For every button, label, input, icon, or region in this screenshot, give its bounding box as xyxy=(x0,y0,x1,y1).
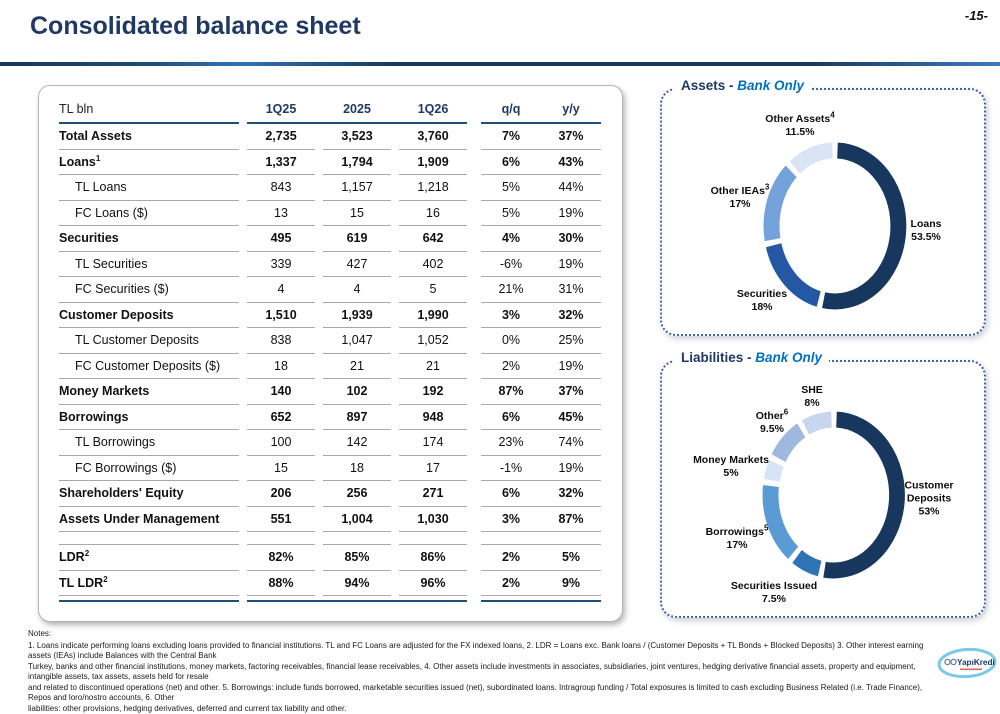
row-values xyxy=(247,252,467,278)
row-deltas xyxy=(481,481,601,507)
row-deltas xyxy=(481,252,601,278)
cell-delta: 2% xyxy=(481,571,541,596)
row-label: TL LDR$^2$ xyxy=(59,571,239,597)
cell-delta: -6% xyxy=(481,252,541,277)
cell-delta: 30% xyxy=(541,226,601,251)
row-deltas xyxy=(481,124,601,150)
table-row xyxy=(59,456,622,482)
row-label: FC Borrowings ($) xyxy=(59,456,239,482)
row-values xyxy=(247,124,467,150)
cell-value: 4 xyxy=(323,277,391,303)
row-label: FC Customer Deposits ($) xyxy=(59,354,239,380)
donut-label: Other Assets$^4$ 11.5% xyxy=(744,113,856,139)
cell-delta: 31% xyxy=(541,277,601,302)
cell-delta: 7% xyxy=(481,124,541,149)
footnote-line: and related to discontinued operations (net) and other. 5. Borrowings: include funds borrowed, marketable securities issued (net), subordinated loans. Intragroup funding / Total exposures is limited to cash excluding Business Related (i.e. Trade Finance), Repos and loro/nostro accounts, 6. Other xyxy=(28,683,933,704)
row-deltas xyxy=(481,226,601,252)
table-row xyxy=(59,124,622,150)
row-label: Customer Deposits xyxy=(59,303,239,329)
row-deltas xyxy=(481,303,601,329)
column-header: 1Q26 xyxy=(399,96,467,122)
row-label: LDR$^2$ xyxy=(59,545,239,571)
cell-delta: 37% xyxy=(541,124,601,149)
footnotes-heading: Notes: xyxy=(28,629,933,640)
row-values xyxy=(247,430,467,456)
cell-value: 102 xyxy=(323,379,391,405)
table-row xyxy=(59,226,622,252)
table-row xyxy=(59,507,622,533)
cell-value: 206 xyxy=(247,481,315,507)
table-row xyxy=(59,545,622,571)
table-row xyxy=(59,430,622,456)
row-values xyxy=(247,405,467,431)
row-values xyxy=(247,303,467,329)
cell-value: 1,794 xyxy=(323,150,391,176)
row-label: TL Securities xyxy=(59,252,239,278)
cell-value: 1,218 xyxy=(399,175,467,201)
liabilities-title: Liabilities - xyxy=(681,350,752,365)
cell-value: 21 xyxy=(399,354,467,380)
cell-delta: 32% xyxy=(541,303,601,328)
row-values xyxy=(247,379,467,405)
assets-panel xyxy=(660,88,986,336)
cell-value: 1,909 xyxy=(399,150,467,176)
table-bottom-rule xyxy=(59,596,622,602)
footnotes-lines xyxy=(28,641,933,714)
table-row xyxy=(59,277,622,303)
row-label: Borrowings xyxy=(59,405,239,431)
row-values xyxy=(247,456,467,482)
logo-tagline xyxy=(960,669,982,671)
row-label: Loans$^1$ xyxy=(59,150,239,176)
cell-delta: 25% xyxy=(541,328,601,353)
table-row xyxy=(59,252,622,278)
yapikredi-logo-mark xyxy=(937,646,997,682)
row-label: Money Markets xyxy=(59,379,239,405)
donut-label: Customer Deposits 53% xyxy=(893,480,965,519)
row-deltas xyxy=(481,430,601,456)
cell-value: 15 xyxy=(247,456,315,482)
row-deltas xyxy=(481,379,601,405)
cell-value: 652 xyxy=(247,405,315,431)
cell-value: 427 xyxy=(323,252,391,278)
donut-label: Borrowings$^5$ 17% xyxy=(692,526,782,552)
row-values xyxy=(247,545,467,571)
title-divider xyxy=(0,62,1000,66)
cell-value: 86% xyxy=(399,545,467,571)
row-deltas xyxy=(481,545,601,571)
table-row xyxy=(59,405,622,431)
cell-delta: 37% xyxy=(541,379,601,404)
column-header: y/y xyxy=(541,96,601,122)
row-label: TL Customer Deposits xyxy=(59,328,239,354)
row-label: Shareholders' Equity xyxy=(59,481,239,507)
header-delta-columns xyxy=(481,96,601,124)
cell-value: 1,157 xyxy=(323,175,391,201)
row-label: Assets Under Management xyxy=(59,507,239,533)
liabilities-panel xyxy=(660,360,986,618)
table-row xyxy=(59,201,622,227)
table-row xyxy=(59,481,622,507)
row-deltas xyxy=(481,277,601,303)
column-header: q/q xyxy=(481,96,541,122)
cell-value: 1,337 xyxy=(247,150,315,176)
table-row xyxy=(59,303,622,329)
cell-value: 642 xyxy=(399,226,467,252)
cell-value: 3,760 xyxy=(399,124,467,150)
row-deltas xyxy=(481,405,601,431)
cell-value: 140 xyxy=(247,379,315,405)
row-values xyxy=(247,201,467,227)
table-row xyxy=(59,175,622,201)
cell-delta: 2% xyxy=(481,354,541,379)
row-deltas xyxy=(481,354,601,380)
cell-value: 5 xyxy=(399,277,467,303)
row-values xyxy=(247,277,467,303)
cell-value: 100 xyxy=(247,430,315,456)
cell-value: 192 xyxy=(399,379,467,405)
cell-value: 1,510 xyxy=(247,303,315,329)
cell-value: 174 xyxy=(399,430,467,456)
cell-value: 16 xyxy=(399,201,467,227)
donut-label: Other$^6$ 9.5% xyxy=(737,410,807,436)
donut-label: Loans 53.5% xyxy=(895,218,957,244)
cell-value: 402 xyxy=(399,252,467,278)
cell-value: 96% xyxy=(399,571,467,597)
row-values xyxy=(247,175,467,201)
cell-value: 88% xyxy=(247,571,315,597)
row-values xyxy=(247,150,467,176)
footnote-line: 1. Loans indicate performing loans excluding loans provided to financial institutions. TL and FC Loans are adjusted for the FX indexed loans, 2. LDR = Loans exc. Bank loans / (Customer Deposits + TL Bonds + Blocked Deposits) 3. Other interest earning assets (IEAs) include Balances with the Central Bank xyxy=(28,641,933,662)
cell-delta: 5% xyxy=(481,175,541,200)
cell-value: 1,030 xyxy=(399,507,467,533)
cell-delta: 3% xyxy=(481,507,541,532)
cell-delta: 2% xyxy=(481,545,541,570)
footnotes xyxy=(28,629,933,714)
footnote-line: liabilities: other provisions, hedging derivatives, deferred and current tax liability and other. xyxy=(28,704,933,714)
cell-delta: 6% xyxy=(481,405,541,430)
cell-delta: 19% xyxy=(541,354,601,379)
cell-value: 1,004 xyxy=(323,507,391,533)
cell-value: 1,047 xyxy=(323,328,391,354)
cell-value: 3,523 xyxy=(323,124,391,150)
cell-value: 495 xyxy=(247,226,315,252)
cell-delta: 21% xyxy=(481,277,541,302)
row-label: FC Securities ($) xyxy=(59,277,239,303)
cell-delta: 23% xyxy=(481,430,541,455)
row-values xyxy=(247,354,467,380)
cell-value: 18 xyxy=(323,456,391,482)
cell-delta: 19% xyxy=(541,252,601,277)
unit-label: TL bln xyxy=(59,96,239,124)
row-label: FC Loans ($) xyxy=(59,201,239,227)
cell-delta: 3% xyxy=(481,303,541,328)
row-deltas xyxy=(481,150,601,176)
row-deltas xyxy=(481,571,601,597)
donut-label: Securities 18% xyxy=(722,288,802,314)
assets-title: Assets - xyxy=(681,78,734,93)
cell-value: 15 xyxy=(323,201,391,227)
donut-label: Money Markets 5% xyxy=(684,454,779,480)
cell-value: 271 xyxy=(399,481,467,507)
row-values xyxy=(247,481,467,507)
cell-value: 897 xyxy=(323,405,391,431)
cell-delta: 6% xyxy=(481,150,541,175)
cell-delta: 87% xyxy=(481,379,541,404)
row-values xyxy=(247,571,467,597)
footnote-line: Turkey, banks and other financial institutions, money markets, factoring receivables, financial lease receivables, 4. Other assets include investments in associates, subsidiaries, joint ventures, hedging derivative financial assets, property and equipment, intangible assets, tax assets, assets held for resale xyxy=(28,662,933,683)
row-values xyxy=(247,507,467,533)
row-values xyxy=(247,328,467,354)
row-spacer xyxy=(59,532,622,545)
cell-value: 94% xyxy=(323,571,391,597)
row-deltas xyxy=(481,507,601,533)
row-label: Total Assets xyxy=(59,124,239,150)
cell-delta: 74% xyxy=(541,430,601,455)
row-deltas xyxy=(481,201,601,227)
cell-delta: 19% xyxy=(541,201,601,226)
balance-table-body xyxy=(59,124,622,596)
cell-value: 18 xyxy=(247,354,315,380)
yapikredi-logo xyxy=(937,646,997,682)
cell-delta: 44% xyxy=(541,175,601,200)
cell-delta: 5% xyxy=(481,201,541,226)
donut-label: Securities Issued 7.5% xyxy=(724,580,824,606)
cell-value: 142 xyxy=(323,430,391,456)
cell-delta: 43% xyxy=(541,150,601,175)
cell-value: 619 xyxy=(323,226,391,252)
donut-label: Other IEAs$^3$ 17% xyxy=(694,185,786,211)
donut-segment-other-assets xyxy=(789,142,833,174)
header-value-columns xyxy=(247,96,467,124)
cell-value: 256 xyxy=(323,481,391,507)
row-label: Securities xyxy=(59,226,239,252)
cell-delta: -1% xyxy=(481,456,541,481)
cell-value: 17 xyxy=(399,456,467,482)
row-label: TL Borrowings xyxy=(59,430,239,456)
donut-label: SHE 8% xyxy=(787,384,837,410)
cell-value: 1,990 xyxy=(399,303,467,329)
page-number: -15- xyxy=(965,8,988,23)
assets-subtitle: Bank Only xyxy=(737,78,804,93)
table-row xyxy=(59,571,622,597)
balance-sheet-table xyxy=(38,85,623,622)
cell-delta: 9% xyxy=(541,571,601,596)
row-deltas xyxy=(481,328,601,354)
cell-value: 339 xyxy=(247,252,315,278)
cell-delta: 0% xyxy=(481,328,541,353)
cell-value: 551 xyxy=(247,507,315,533)
cell-delta: 32% xyxy=(541,481,601,506)
row-deltas xyxy=(481,456,601,482)
cell-delta: 19% xyxy=(541,456,601,481)
row-values xyxy=(247,226,467,252)
cell-value: 948 xyxy=(399,405,467,431)
cell-value: 838 xyxy=(247,328,315,354)
cell-delta: 5% xyxy=(541,545,601,570)
row-deltas xyxy=(481,175,601,201)
table-row xyxy=(59,328,622,354)
cell-value: 82% xyxy=(247,545,315,571)
cell-value: 1,939 xyxy=(323,303,391,329)
cell-delta: 45% xyxy=(541,405,601,430)
cell-value: 2,735 xyxy=(247,124,315,150)
cell-delta: 87% xyxy=(541,507,601,532)
cell-delta: 4% xyxy=(481,226,541,251)
row-label: TL Loans xyxy=(59,175,239,201)
table-row xyxy=(59,150,622,176)
table-row xyxy=(59,354,622,380)
cell-value: 13 xyxy=(247,201,315,227)
cell-value: 21 xyxy=(323,354,391,380)
cell-delta: 6% xyxy=(481,481,541,506)
donut-segment-securities-issued xyxy=(792,549,822,577)
page-title: Consolidated balance sheet xyxy=(30,12,361,41)
column-header: 2025 xyxy=(323,96,391,122)
table-row xyxy=(59,379,622,405)
table-header-row xyxy=(59,96,622,124)
cell-value: 1,052 xyxy=(399,328,467,354)
cell-value: 85% xyxy=(323,545,391,571)
cell-value: 4 xyxy=(247,277,315,303)
logo-brand-text: YapıKredi xyxy=(957,658,995,667)
cell-value: 843 xyxy=(247,175,315,201)
liabilities-subtitle: Bank Only xyxy=(755,350,822,365)
column-header: 1Q25 xyxy=(247,96,315,122)
